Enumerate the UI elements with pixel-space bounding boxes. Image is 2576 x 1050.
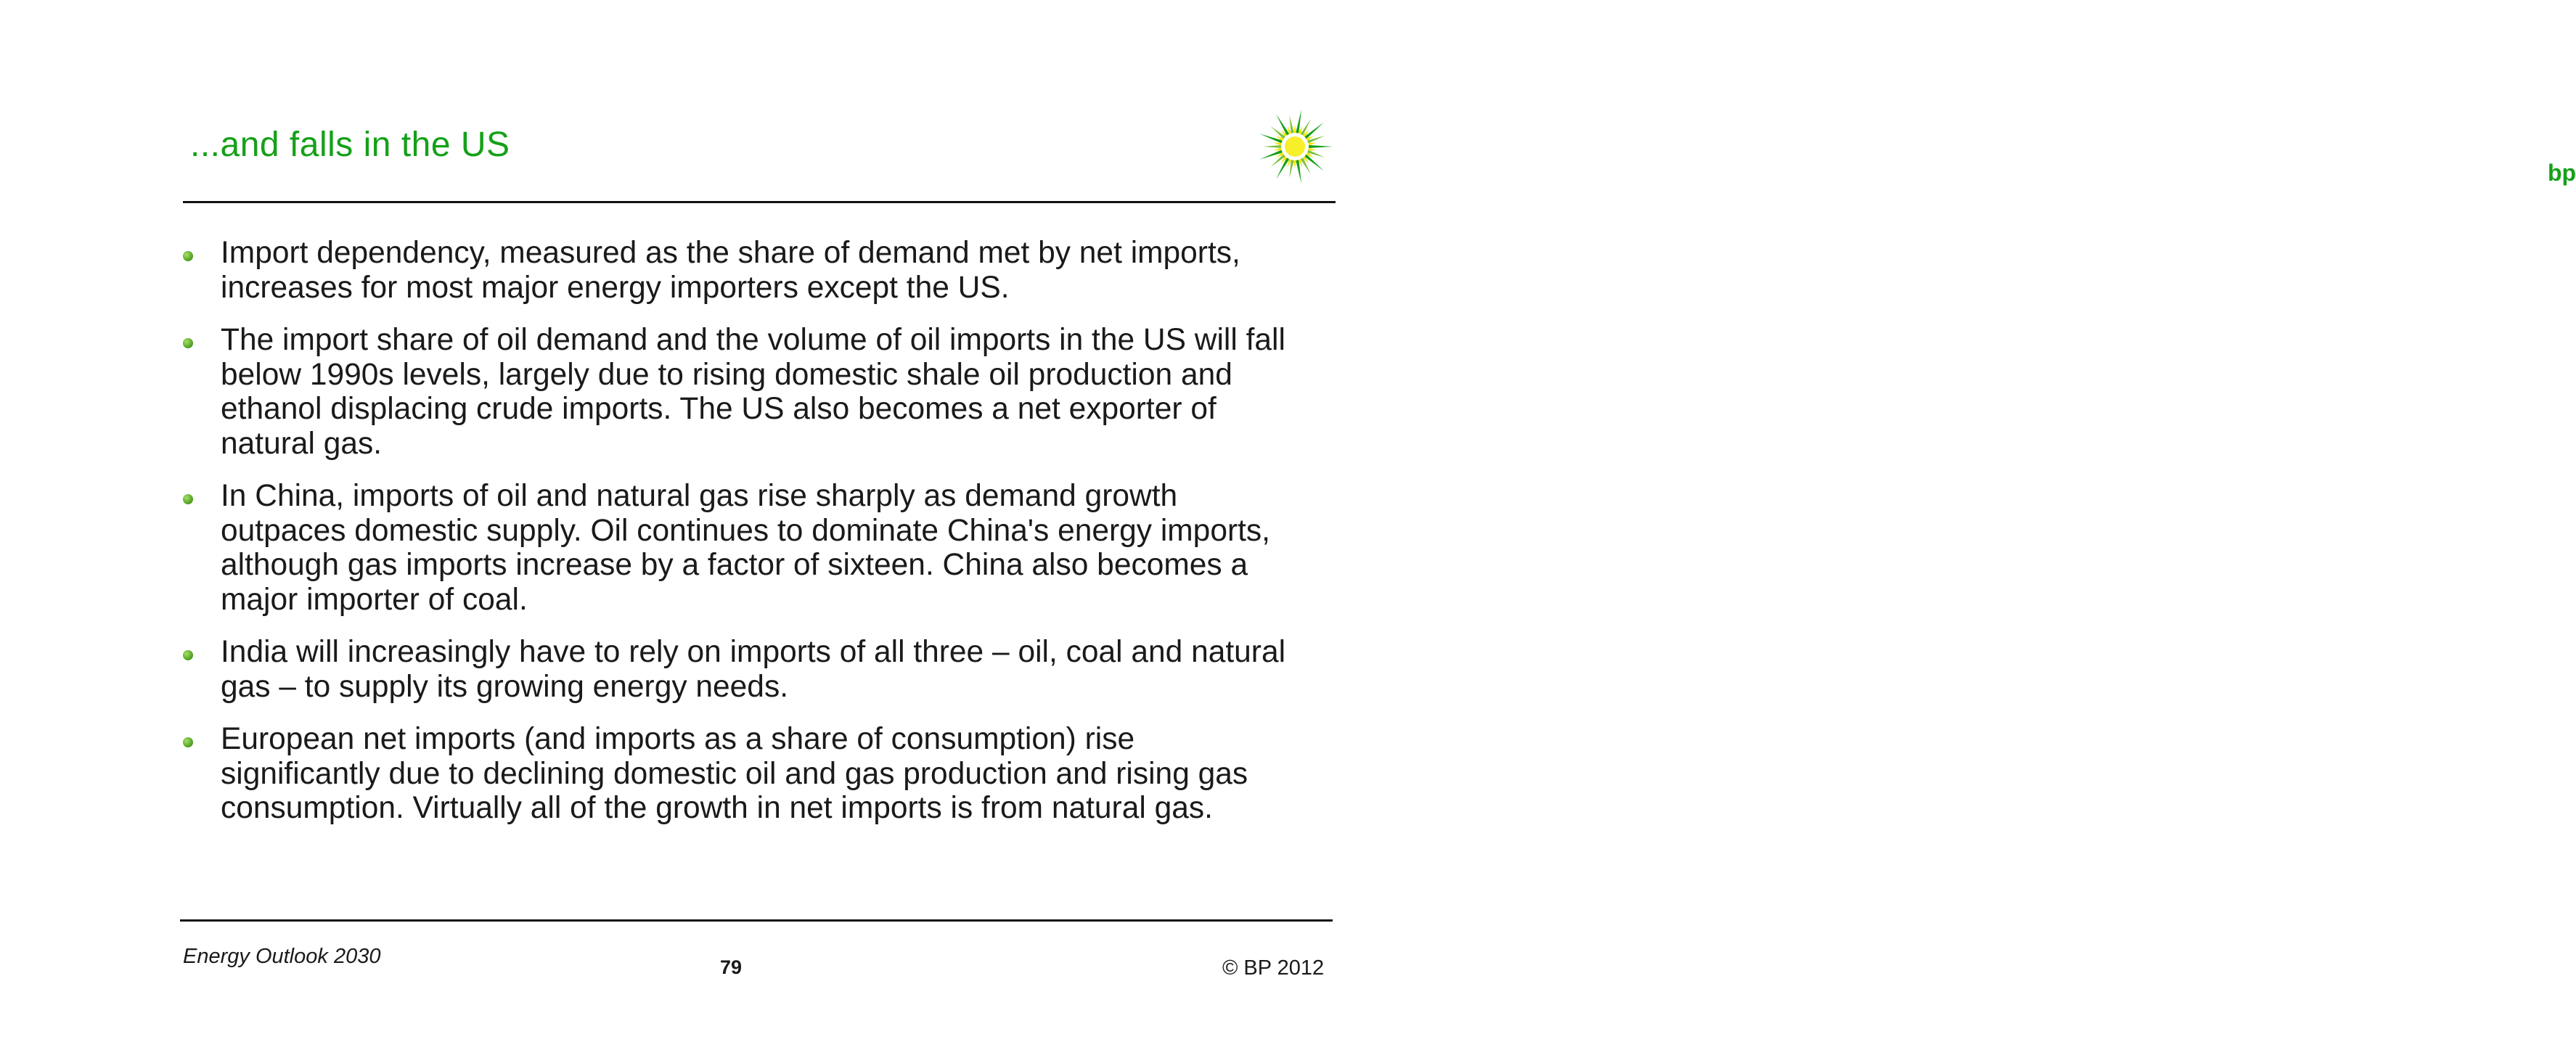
bullet-item (183, 722, 1286, 826)
title-divider (183, 201, 1336, 203)
slide-title: ...and falls in the US (190, 126, 510, 164)
bullet-item (183, 323, 1286, 461)
bullet-item (183, 635, 1286, 704)
bullet-dot-icon (183, 338, 193, 348)
page-number: 79 (720, 956, 743, 978)
bullet-item (183, 236, 1286, 305)
footer-divider (180, 919, 1333, 922)
bullet-dot-icon (183, 494, 193, 504)
footer-publication-title: Energy Outlook 2030 (183, 945, 381, 968)
bullet-text: In China, imports of oil and natural gas rise sharply as demand growth outpaces domestic supply. Oil continues to dominate China's energy imports, although gas imports increase by a factor of sixteen. China also becomes a major importer of coal. (221, 479, 1270, 617)
bp-helios-logo-icon (1254, 106, 1336, 187)
bullet-dot-icon (183, 650, 193, 660)
bullet-dot-icon (183, 251, 193, 261)
bullet-dot-icon (183, 737, 193, 747)
bullet-text: European net imports (and imports as a share of consumption) rise significantly due to declining domestic oil and gas production and rising gas consumption. Virtually all of the growth in net imports is from natural gas. (221, 722, 1248, 825)
bullet-item (183, 479, 1286, 617)
bullet-text: The import share of oil demand and the volume of oil imports in the US will fall below 1990s levels, largely due to rising domestic shale oil production and ethanol displacing crude imports. The US also becomes a net exporter of natural gas. (221, 323, 1285, 461)
bullet-text: India will increasingly have to rely on imports of all three – oil, coal and natural gas – to supply its growing energy needs. (221, 635, 1286, 704)
bullet-list (183, 236, 1286, 844)
bp-logo (1248, 80, 2576, 189)
bp-logo-text: bp (2548, 160, 2576, 186)
bullet-text: Import dependency, measured as the share of demand met by net imports, increases for most major energy importers except the US. (221, 236, 1240, 305)
footer-copyright: © BP 2012 (1222, 956, 1325, 980)
